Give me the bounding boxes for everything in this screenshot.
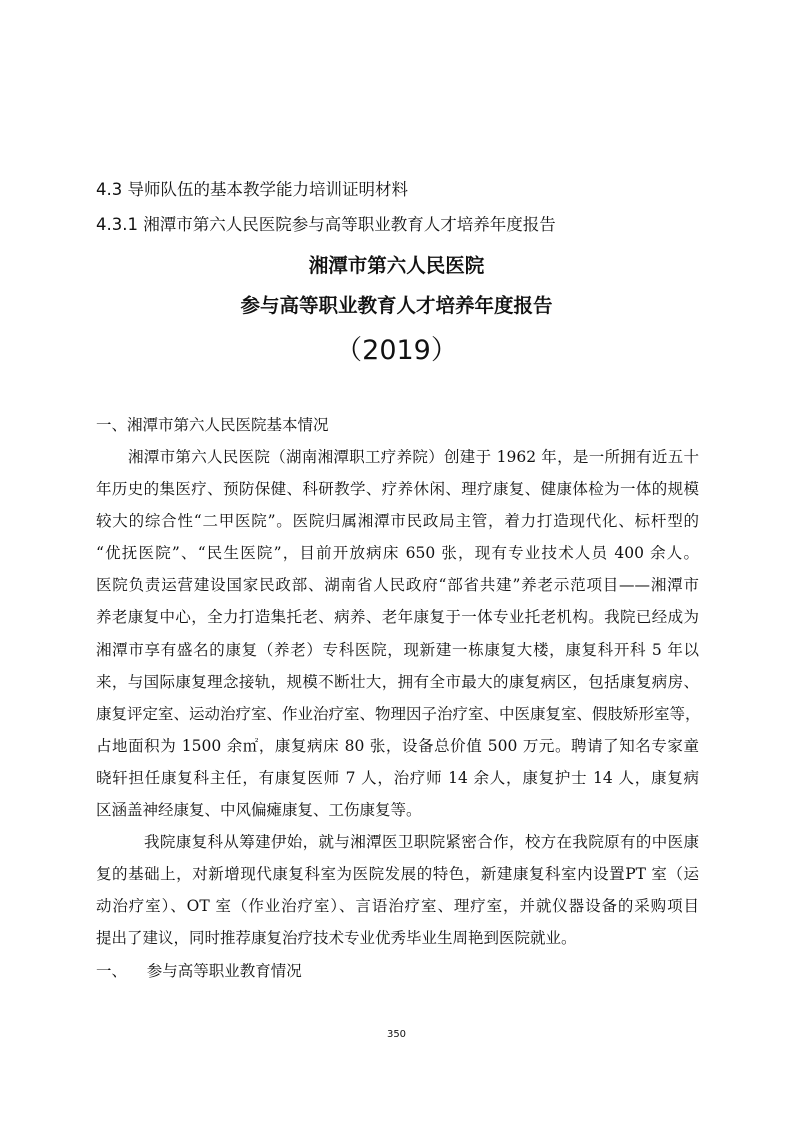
report-title-line2: 参与高等职业教育人才培养年度报告 (240, 294, 553, 317)
paragraph1-line: 区涵盖神经康复、中风偏瘫康复、工伤康复等。 (96, 801, 422, 820)
paragraph1-line: 较大的综合性“二甲医院”。医院归属湘潭市民政局主管，着力打造现代化、标杆型的 (96, 512, 699, 531)
paragraph1-line: 医院负责运营建设国家民政部、湖南省人民政府“部省共建”养老示范项目——湘潭市 (96, 576, 699, 595)
paragraph1-line: 来，与国际康复理念接轨，规模不断壮大，拥有全市最大的康复病区，包括康复病房、 (96, 672, 699, 691)
paragraph1-line: 晓轩担任康复科主任，有康复医师 7 人，治疗师 14 余人，康复护士 14 人，康复病 (96, 768, 699, 787)
paragraph2-line: 我院康复科从筹建伊始，就与湘潭医卫职院紧密合作，校方在我院原有的中医康 (144, 833, 699, 852)
paragraph1-line: 康复评定室、运动治疗室、作业治疗室、物理因子治疗室、中医康复室、假肢矫形室等， (96, 704, 701, 723)
page-number: 350 (386, 1029, 407, 1040)
body-text (96, 445, 699, 991)
paragraph2-line: 动治疗室）、OT 室（作业治疗室）、言语治疗室、理疗室，并就仪器设备的采购项目 (96, 897, 699, 916)
paragraph1-line: 年历史的集医疗、预防保健、科研教学、疗养休闲、理疗康复、健康体检为一体的规模 (96, 480, 699, 499)
section-heading-2: 一、 参与高等职业教育情况 (96, 961, 302, 980)
heading-4-3: 4.3 导师队伍的基本教学能力培训证明材料 (96, 180, 408, 199)
paragraph2-line: 提出了建议，同时推荐康复治疗技术专业优秀毕业生周艳到医院就业。 (96, 929, 577, 948)
paragraph2-line: 复的基础上，对新增现代康复科室为医院发展的特色，新建康复科室内设置PT 室（运 (96, 865, 699, 884)
paragraph1-line: “优抚医院”、“民生医院”，目前开放病床 650 张，现有专业技术人员 400 余人。 (96, 544, 699, 563)
paragraph1-line: 湘潭市第六人民医院（湖南湘潭职工疗养院）创建于 1962 年，是一所拥有近五十 (128, 448, 699, 466)
report-year: （2019） (335, 335, 458, 366)
paragraph1-line: 占地面积为 1500 余㎡，康复病床 80 张，设备总价值 500 万元。聘请了知名专家童 (96, 736, 699, 755)
paragraph1-line: 养老康复中心，全力打造集托老、病养、老年康复于一体专业托老机构。我院已经成为 (96, 608, 699, 627)
section-heading-1: 一、湘潭市第六人民医院基本情况 (96, 416, 329, 434)
heading-4-3-1: 4.3.1 湘潭市第六人民医院参与高等职业教育人才培养年度报告 (96, 215, 556, 234)
paragraph1-line: 湘潭市享有盛名的康复（养老）专科医院，现新建一栋康复大楼，康复科开科 5 年以 (96, 640, 699, 659)
report-title-line1: 湘潭市第六人民医院 (308, 254, 485, 277)
